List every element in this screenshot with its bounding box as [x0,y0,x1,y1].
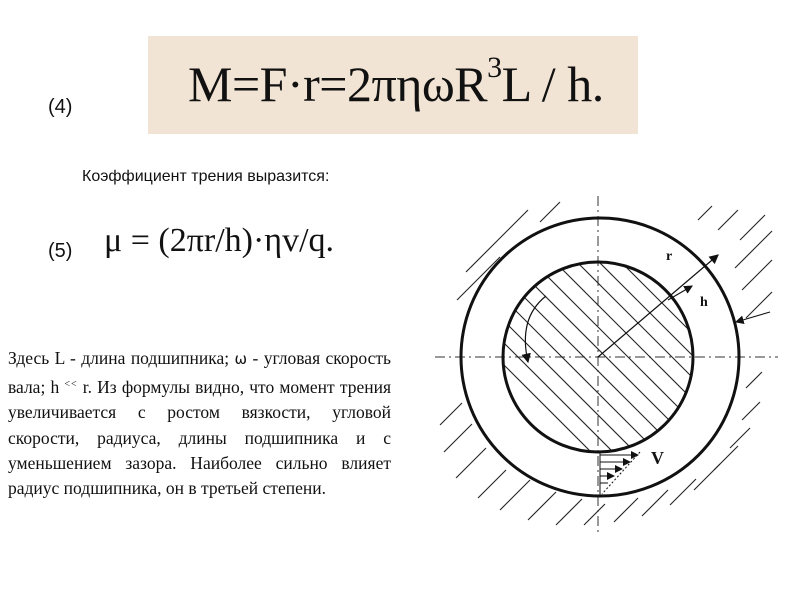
paragraph-part-3: r. Из формулы видно, что момент трения увеличивается с ростом вязкости, угловой скорости, радиуса, длины подшипника и с уменьшением зазора. Наиболее сильно влияет радиус подшипника, он в третьей степени. [8,377,391,499]
formula-5: μ = (2πr/h)·ηv/q. [104,222,335,259]
much-less-symbol: << [64,379,78,391]
formula-4-rhs: L / h. [501,56,604,112]
label-h: h [700,295,708,310]
intro-text: Коэффициент трения выразится: [82,168,330,185]
gap-h-arrow-outer [736,312,770,322]
formula-4-box [148,36,638,134]
formula-5-number: (5) [48,240,73,262]
bearing-diagram [430,195,780,535]
formula-4-lhs: M=F·r=2πηωR [188,56,488,112]
velocity-profile [600,452,640,496]
shaft-hatching [503,195,723,535]
paragraph-part-1: Здесь L - длина подшипника; [8,348,230,368]
formula-4 [188,51,604,114]
omega-symbol: ω [234,350,248,368]
paragraph-part-2: - угловая скорость вала; h [8,348,391,398]
label-r: r [666,249,673,264]
explanation-paragraph [8,346,391,501]
gap-h-arrow-inner [668,286,692,300]
formula-4-exponent: 3 [487,51,502,84]
label-v: V [651,448,664,468]
formula-4-number: (4) [48,96,73,118]
housing-hatching [440,202,772,525]
